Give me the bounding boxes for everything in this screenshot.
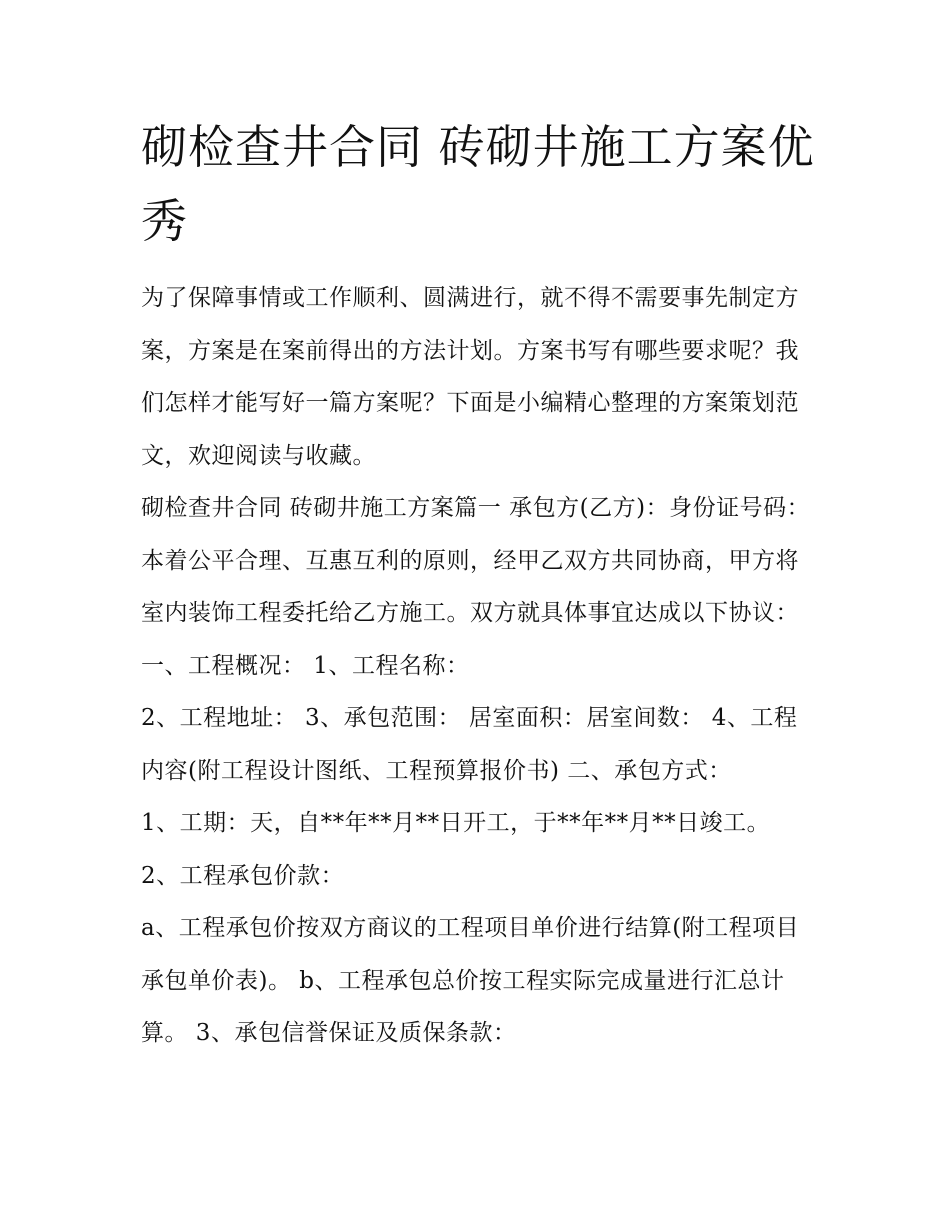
contract-heading-paragraph: 砌检查井合同 砖砌井施工方案篇一 承包方(乙方)：身份证号码： (141, 495, 811, 521)
project-details-paragraph: 2、工程地址： 3、承包范围： 居室面积：居室间数： 4、工程内容(附工程设计图纸、工程预算报价书) 二、承包方式： (141, 705, 798, 784)
schedule-paragraph: 1、工期：天，自**年**月**日开工，于**年**月**日竣工。 (141, 810, 771, 836)
price-terms-paragraph: a、工程承包价按双方商议的工程项目单价进行结算(附工程项目承包单价表)。 b、工程承包总价按工程实际完成量进行汇总计算。 3、承包信誉保证及质保条款： (141, 915, 800, 1046)
document-page (141, 110, 816, 1060)
intro-paragraph: 为了保障事情或工作顺利、圆满进行，就不得不需要事先制定方案，方案是在案前得出的方法计划。方案书写有哪些要求呢？我们怎样才能写好一篇方案呢？下面是小编精心整理的方案策划范文，欢迎阅读与收藏。 (141, 285, 799, 469)
price-heading-paragraph: 2、工程承包价款： (141, 862, 345, 889)
document-title: 砌检查井合同 砖砌井施工方案优秀 (141, 120, 815, 248)
agreement-paragraph: 本着公平合理、互惠互利的原则，经甲乙双方共同协商，甲方将室内装饰工程委托给乙方施工。双方就具体事宜达成以下协议： 一、工程概况： 1、工程名称： (141, 547, 799, 679)
